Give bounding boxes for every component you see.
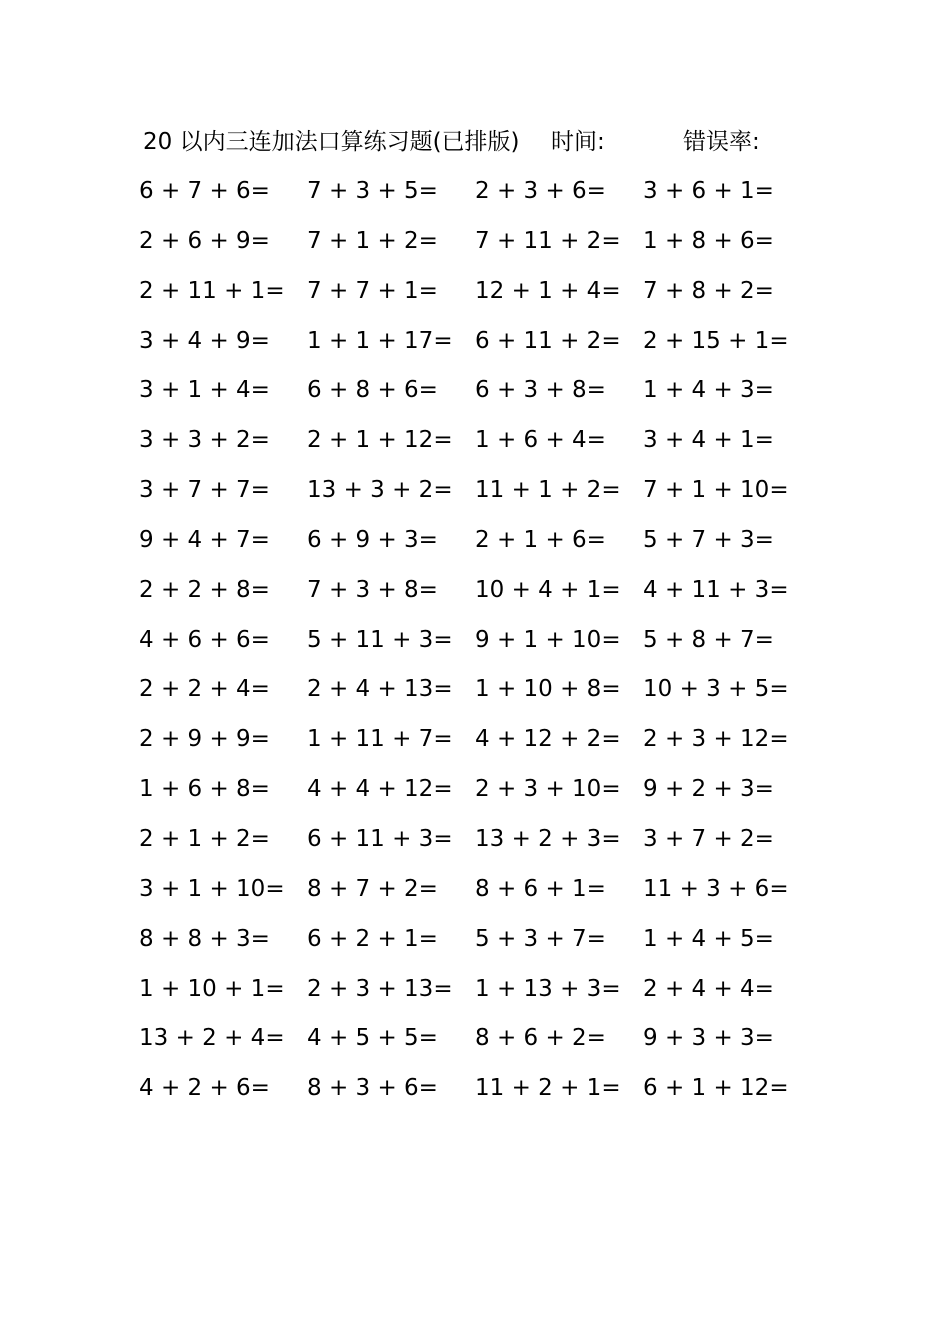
addition-problem: 11 + 3 + 6= — [643, 875, 789, 902]
addition-problem: 1 + 6 + 8= — [139, 776, 270, 803]
addition-problem: 1 + 10 + 1= — [139, 975, 285, 1002]
addition-problem: 9 + 1 + 10= — [475, 626, 621, 653]
addition-problem: 3 + 4 + 1= — [643, 427, 774, 454]
addition-problem: 11 + 2 + 1= — [475, 1075, 621, 1102]
addition-problem: 2 + 3 + 13= — [307, 975, 453, 1002]
addition-problem: 6 + 2 + 1= — [307, 925, 438, 952]
addition-problem: 2 + 1 + 6= — [475, 526, 606, 553]
addition-problem: 13 + 3 + 2= — [307, 477, 453, 504]
problem-grid — [139, 168, 789, 1115]
addition-problem: 5 + 3 + 7= — [475, 925, 606, 952]
addition-problem: 7 + 11 + 2= — [475, 227, 621, 254]
addition-problem: 5 + 8 + 7= — [643, 626, 774, 653]
addition-problem: 5 + 11 + 3= — [307, 626, 453, 653]
addition-problem: 2 + 3 + 12= — [643, 726, 789, 753]
addition-problem: 3 + 1 + 10= — [139, 875, 285, 902]
addition-problem: 10 + 3 + 5= — [643, 676, 789, 703]
addition-problem: 9 + 2 + 3= — [643, 776, 774, 803]
addition-problem: 1 + 8 + 6= — [643, 227, 774, 254]
addition-problem: 1 + 4 + 3= — [643, 377, 774, 404]
addition-problem: 3 + 4 + 9= — [139, 327, 270, 354]
addition-problem: 6 + 1 + 12= — [643, 1075, 789, 1102]
addition-problem: 2 + 3 + 10= — [475, 776, 621, 803]
addition-problem: 2 + 2 + 4= — [139, 676, 270, 703]
addition-problem: 2 + 2 + 8= — [139, 576, 270, 603]
addition-problem: 7 + 3 + 5= — [307, 178, 438, 204]
addition-problem: 7 + 7 + 1= — [307, 277, 438, 304]
addition-problem: 13 + 2 + 3= — [475, 825, 621, 852]
problem-row — [139, 666, 789, 716]
addition-problem: 3 + 3 + 2= — [139, 427, 270, 454]
problem-row — [139, 1015, 783, 1065]
addition-problem: 9 + 3 + 3= — [643, 1025, 774, 1052]
addition-problem: 4 + 2 + 6= — [139, 1075, 270, 1102]
problem-row — [139, 467, 789, 517]
addition-problem: 8 + 6 + 2= — [475, 1025, 606, 1052]
addition-problem: 1 + 1 + 17= — [307, 327, 453, 354]
addition-problem: 4 + 6 + 6= — [139, 626, 270, 653]
problem-row — [139, 617, 783, 667]
addition-problem: 2 + 4 + 4= — [643, 975, 774, 1002]
problem-row — [139, 816, 783, 866]
addition-problem: 2 + 11 + 1= — [139, 277, 285, 304]
problem-row — [139, 1065, 789, 1115]
addition-problem: 4 + 5 + 5= — [307, 1025, 438, 1052]
problem-row — [139, 866, 789, 916]
addition-problem: 6 + 11 + 2= — [475, 327, 621, 354]
addition-problem: 4 + 11 + 3= — [643, 576, 789, 603]
addition-problem: 6 + 9 + 3= — [307, 526, 438, 553]
addition-problem: 7 + 3 + 8= — [307, 576, 438, 603]
addition-problem: 12 + 1 + 4= — [475, 277, 621, 304]
problem-row — [139, 517, 783, 567]
addition-problem: 11 + 1 + 2= — [475, 477, 621, 504]
addition-problem: 3 + 7 + 2= — [643, 825, 774, 852]
addition-problem: 7 + 1 + 2= — [307, 227, 438, 254]
addition-problem: 3 + 1 + 4= — [139, 377, 270, 404]
addition-problem: 2 + 4 + 13= — [307, 676, 453, 703]
addition-problem: 4 + 12 + 2= — [475, 726, 621, 753]
addition-problem: 2 + 15 + 1= — [643, 327, 789, 354]
addition-problem: 4 + 4 + 12= — [307, 776, 453, 803]
addition-problem: 1 + 10 + 8= — [475, 676, 621, 703]
worksheet-header — [143, 124, 783, 160]
problem-row — [139, 367, 783, 417]
problem-row — [139, 966, 783, 1016]
addition-problem: 2 + 6 + 9= — [139, 227, 270, 254]
addition-problem: 9 + 4 + 7= — [139, 526, 270, 553]
addition-problem: 2 + 3 + 6= — [475, 178, 606, 204]
problem-row — [139, 417, 783, 467]
problem-row — [139, 168, 783, 218]
addition-problem: 8 + 8 + 3= — [139, 925, 270, 952]
addition-problem: 3 + 6 + 1= — [643, 178, 774, 204]
addition-problem: 7 + 8 + 2= — [643, 277, 774, 304]
addition-problem: 2 + 1 + 2= — [139, 825, 270, 852]
addition-problem: 6 + 7 + 6= — [139, 178, 270, 204]
addition-problem: 6 + 3 + 8= — [475, 377, 606, 404]
addition-problem: 1 + 11 + 7= — [307, 726, 453, 753]
time-label: 时间: — [551, 129, 605, 155]
addition-problem: 5 + 7 + 3= — [643, 526, 774, 553]
problem-row — [139, 218, 783, 268]
addition-problem: 1 + 6 + 4= — [475, 427, 606, 454]
addition-problem: 8 + 6 + 1= — [475, 875, 606, 902]
worksheet-title: 20 以内三连加法口算练习题(已排版) — [143, 129, 520, 155]
problem-row — [139, 916, 783, 966]
error-rate-label: 错误率: — [683, 129, 760, 155]
addition-problem: 1 + 13 + 3= — [475, 975, 621, 1002]
problem-row — [139, 766, 783, 816]
addition-problem: 10 + 4 + 1= — [475, 576, 621, 603]
addition-problem: 6 + 11 + 3= — [307, 825, 453, 852]
problem-row — [139, 318, 789, 368]
addition-problem: 2 + 9 + 9= — [139, 726, 270, 753]
addition-problem: 2 + 1 + 12= — [307, 427, 453, 454]
problem-row — [139, 268, 783, 318]
addition-problem: 13 + 2 + 4= — [139, 1025, 285, 1052]
addition-problem: 6 + 8 + 6= — [307, 377, 438, 404]
addition-problem: 3 + 7 + 7= — [139, 477, 270, 504]
addition-problem: 7 + 1 + 10= — [643, 477, 789, 504]
addition-problem: 8 + 3 + 6= — [307, 1075, 438, 1102]
addition-problem: 8 + 7 + 2= — [307, 875, 438, 902]
problem-row — [139, 567, 789, 617]
addition-problem: 1 + 4 + 5= — [643, 925, 774, 952]
problem-row — [139, 716, 789, 766]
